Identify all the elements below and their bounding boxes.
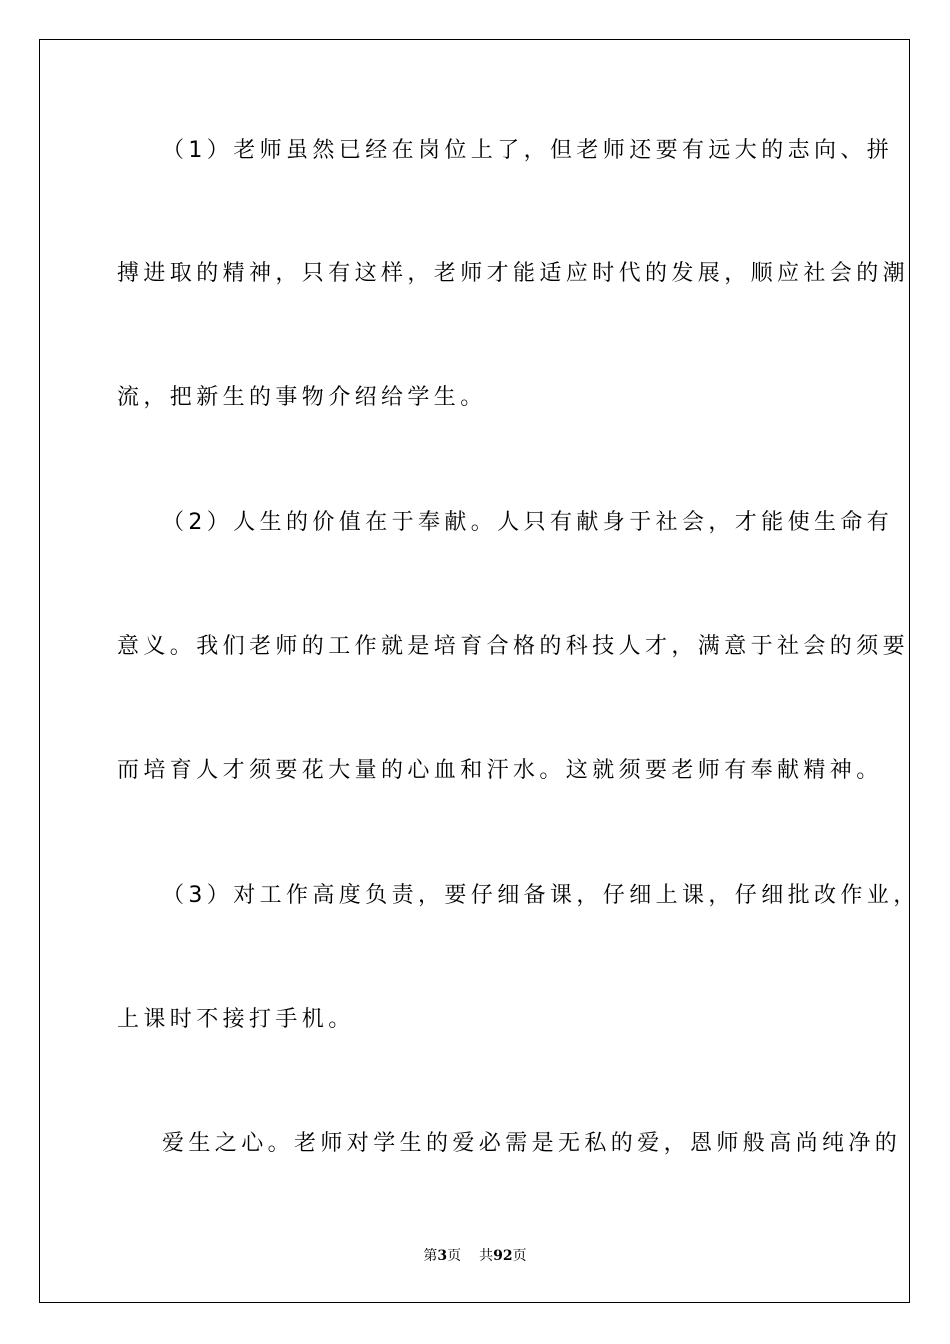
text-line-2: 搏进取的精神，只有这样，老师才能适应时代的发展，顺应社会的潮 — [117, 261, 910, 286]
footer-page-prefix: 第 — [423, 1248, 438, 1264]
text-line-3: 流，把新生的事物介绍给学生。 — [117, 385, 487, 410]
footer-page-suffix: 页 — [447, 1248, 462, 1264]
footer-total-pages: 92 — [493, 1248, 513, 1264]
text-line-4: （2）人生的价值在于奉献。人只有献身于社会，才能使生命有 — [162, 510, 894, 535]
text-line-1: （1）老师虽然已经在岗位上了，但老师还要有远大的志向、拼 — [162, 138, 894, 163]
text-line-6: 而培育人才须要花大量的心血和汗水。这就须要老师有奉献精神。 — [117, 758, 883, 783]
text-line-9: 爱生之心。老师对学生的爱必需是无私的爱，恩师般高尚纯净的 — [162, 1131, 902, 1156]
footer-page-number: 3 — [437, 1248, 448, 1264]
page-footer — [0, 1246, 950, 1266]
page-border — [39, 39, 920, 1303]
text-line-7: （3）对工作高度负责，要仔细备课，仔细上课，仔细批改作业， — [162, 883, 920, 908]
footer-total-suffix: 页 — [512, 1248, 527, 1264]
text-line-5: 意义。我们老师的工作就是培育合格的科技人才，满意于社会的须要 — [117, 634, 910, 659]
text-line-8: 上课时不接打手机。 — [117, 1007, 355, 1032]
footer-total-prefix: 共 — [479, 1248, 494, 1264]
